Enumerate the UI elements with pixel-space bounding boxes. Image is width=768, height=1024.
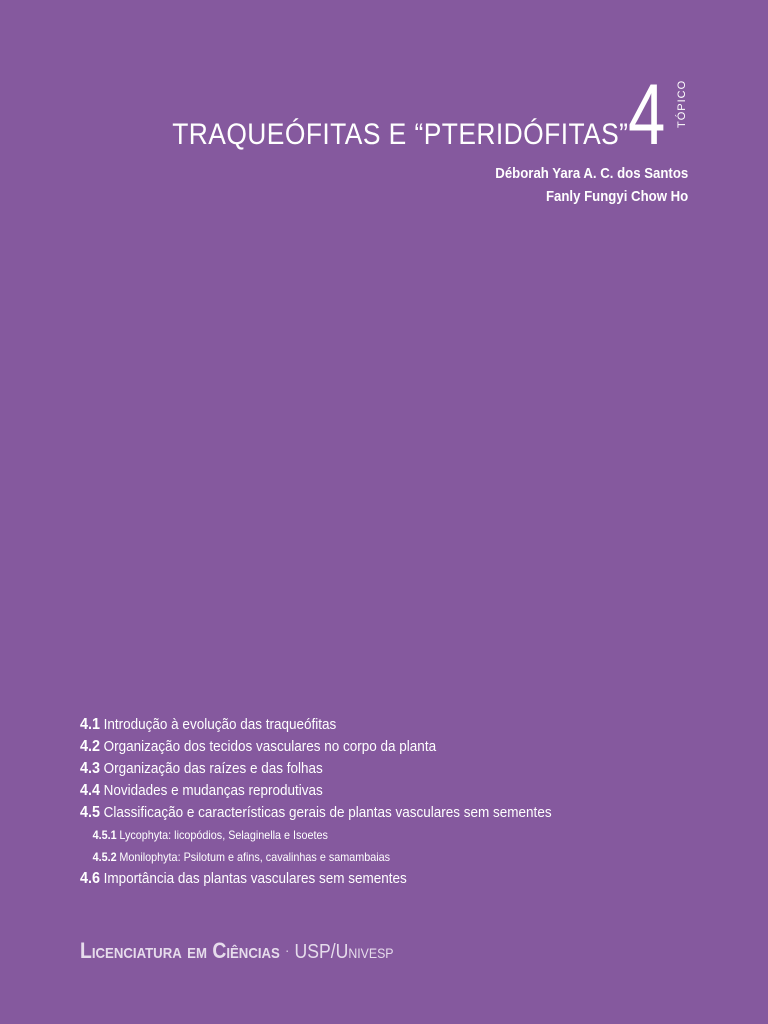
author-name: Déborah Yara A. C. dos Santos	[495, 165, 688, 182]
toc-item[interactable]	[80, 780, 656, 802]
toc-subitem[interactable]	[80, 824, 656, 846]
toc-number: 4.5.1	[92, 828, 117, 842]
footer	[80, 938, 394, 964]
chapter-title: TRAQUEÓFITAS E “PTERIDÓFITAS”	[171, 118, 628, 151]
topic-number: 4	[628, 67, 666, 163]
program-name: Licenciatura em Ciências	[80, 938, 280, 963]
toc-item[interactable]	[80, 758, 656, 780]
toc-text: Classificação e características gerais de plantas vasculares sem sementes	[103, 804, 552, 821]
toc-text: Organização dos tecidos vasculares no corpo da planta	[103, 738, 437, 755]
author-name: Fanly Fungyi Chow Ho	[545, 188, 688, 205]
toc-text: Introdução à evolução das traqueófitas	[103, 716, 337, 733]
toc-text: Monilophyta: Psilotum e afins, cavalinhas e samambaias	[119, 850, 391, 864]
toc-number: 4.6	[80, 870, 101, 887]
topic-label: TÓPICO	[676, 79, 688, 128]
toc-number: 4.4	[80, 782, 101, 799]
university-name: USP/	[294, 941, 336, 963]
toc-text: Organização das raízes e das folhas	[103, 760, 323, 777]
toc-number: 4.1	[80, 716, 101, 733]
toc-text: Novidades e mudanças reprodutivas	[103, 782, 323, 799]
toc-item[interactable]	[80, 802, 656, 824]
university-partner: Univesp	[335, 941, 394, 963]
toc-number: 4.3	[80, 760, 101, 777]
toc-item[interactable]	[80, 714, 656, 736]
toc-number: 4.2	[80, 738, 101, 755]
toc-item[interactable]	[80, 868, 656, 890]
toc-text: Lycophyta: licopódios, Selaginella e Isoetes	[119, 828, 328, 842]
toc-subitem[interactable]	[80, 846, 656, 868]
toc-number: 4.5.2	[92, 850, 117, 864]
chapter-header	[0, 0, 768, 230]
footer-separator: ·	[285, 942, 290, 958]
authors	[469, 162, 688, 208]
table-of-contents	[80, 714, 720, 890]
toc-text: Importância das plantas vasculares sem sementes	[103, 870, 407, 887]
toc-number: 4.5	[80, 804, 101, 821]
toc-item[interactable]	[80, 736, 656, 758]
